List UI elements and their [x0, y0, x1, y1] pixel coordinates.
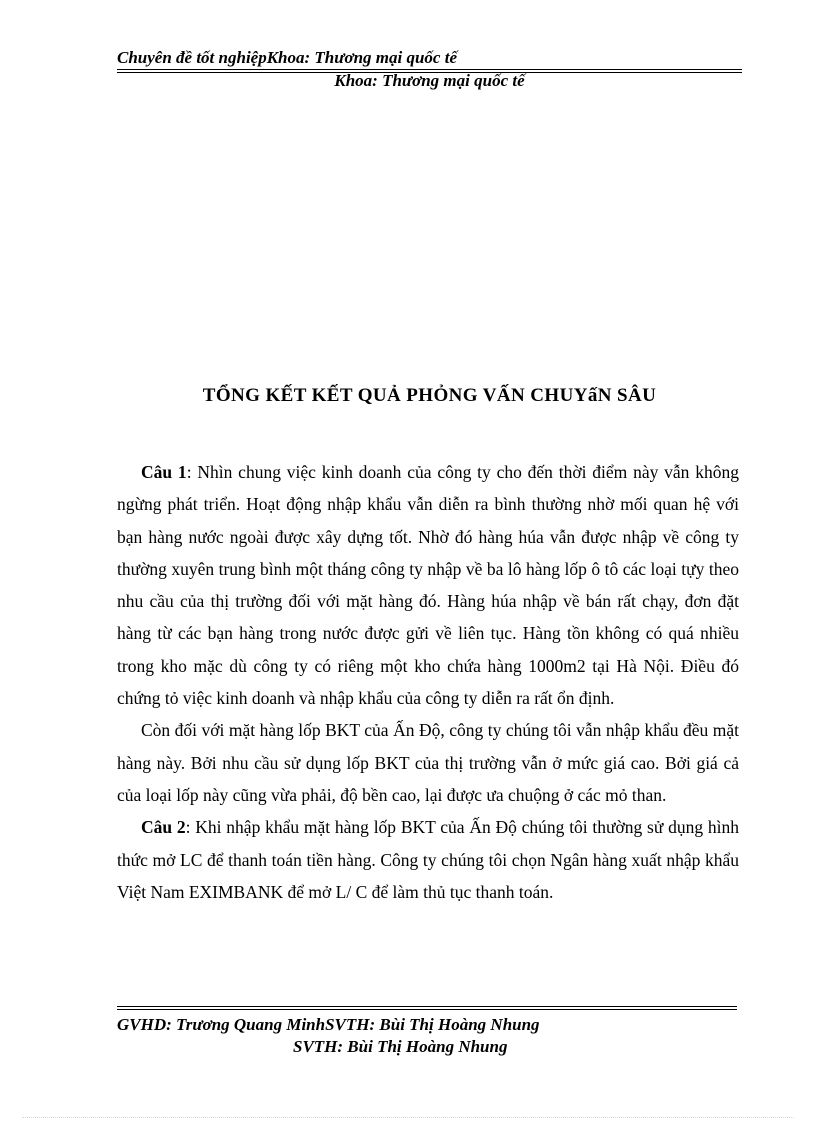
- document-body: [117, 456, 739, 908]
- paragraph-text: : Khi nhập khẩu mặt hàng lốp BKT của Ấn Độ chúng tôi thường sử dụng hình thức mở LC để thanh toán tiền hàng. Công ty chúng tôi chọn Ngân hàng xuất nhập khẩu Việt Nam EXIMBANK để mở L/ C để làm thủ tục thanh toán.: [117, 817, 740, 902]
- paragraph-question-2: [117, 811, 739, 908]
- page-header: [117, 48, 742, 91]
- header-subtitle: Khoa: Thương mại quốc tế: [334, 71, 525, 90]
- paragraph-bkt: [117, 714, 739, 811]
- question-label: Câu 1: [141, 462, 187, 482]
- footer-student: SVTH: Bùi Thị Hoàng Nhung: [293, 1037, 508, 1056]
- page-bottom-edge: [22, 1117, 794, 1118]
- paragraph-text: : Nhìn chung việc kinh doanh của công ty cho đến thời điểm này vẫn không ngừng phát triển. Hoạt động nhập khẩu vẫn diễn ra bình thường nhờ mối quan hệ với bạn hàng nước ngoài được xây dựng tốt. Nhờ đó hàng húa vẫn được nhập về công ty thường xuyên trung bình một tháng công ty nhập về ba lô hàng lốp ô tô các loại tựy theo nhu cầu của thị trường đối với mặt hàng đó. Hàng húa nhập về bán rất chạy, đơn đặt hàng từ các bạn hàng trong nước được gửi về liên tục. Hàng tồn không có quá nhiều trong kho mặc dù công ty có riêng một kho chứa hàng 1000m2 tại Hà Nội. Điều đó chứng tỏ việc kinh doanh và nhập khẩu của công ty diễn ra rất ổn định.: [117, 462, 739, 709]
- page-footer: [117, 1006, 737, 1057]
- document-title: TỔNG KẾT KẾT QUẢ PHỎNG VẤN CHUYấN SÂU: [202, 385, 657, 406]
- question-label: Câu 2: [141, 817, 186, 838]
- footer-divider: [117, 1006, 737, 1010]
- header-text: Chuyên đề tốt nghiệpKhoa: Thương mại quốc tế: [117, 48, 457, 67]
- footer-text: GVHD: Trương Quang MinhSVTH: Bùi Thị Hoàng Nhung: [117, 1015, 540, 1034]
- paragraph-text: Còn đối với mặt hàng lốp BKT của Ấn Độ, công ty chúng tôi vẫn nhập khẩu đều mặt hàng này. Bởi nhu cầu sử dụng lốp BKT của thị trường vẫn ở mức giá cao. Bởi giá cả của loại lốp này cũng vừa phải, độ bền cao, lại được ưa chuộng ở các mỏ than.: [117, 720, 739, 805]
- paragraph-question-1: [117, 456, 739, 714]
